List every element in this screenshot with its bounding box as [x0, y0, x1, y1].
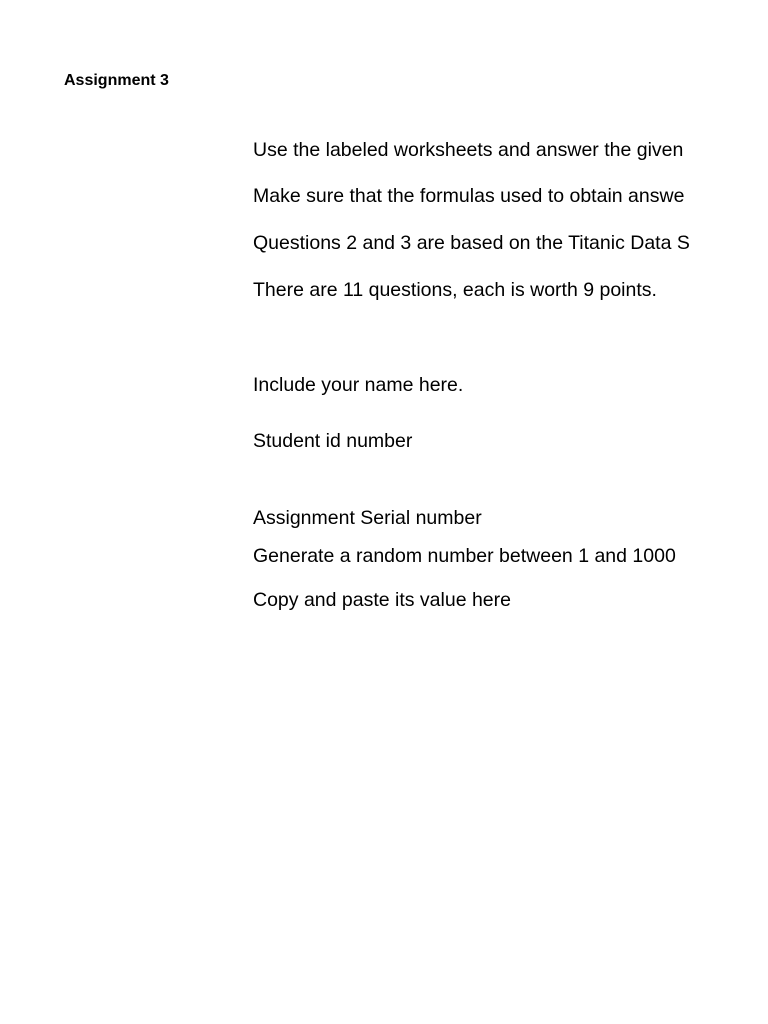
instructions-column [253, 0, 696, 1024]
serial-number-label: Assignment Serial number [253, 507, 482, 529]
assignment-title: Assignment 3 [64, 72, 169, 89]
instruction-line-3: Questions 2 and 3 are based on the Titanic Data S [253, 232, 690, 254]
name-label: Include your name here. [253, 374, 464, 396]
student-id-label: Student id number [253, 430, 413, 452]
instruction-line-4: There are 11 questions, each is worth 9 points. [253, 279, 657, 301]
instruction-line-1: Use the labeled worksheets and answer the given [253, 139, 684, 161]
serial-instruction-generate: Generate a random number between 1 and 1000 [253, 545, 676, 567]
instruction-line-2: Make sure that the formulas used to obtain answe [253, 185, 685, 207]
serial-instruction-paste: Copy and paste its value here [253, 589, 511, 611]
